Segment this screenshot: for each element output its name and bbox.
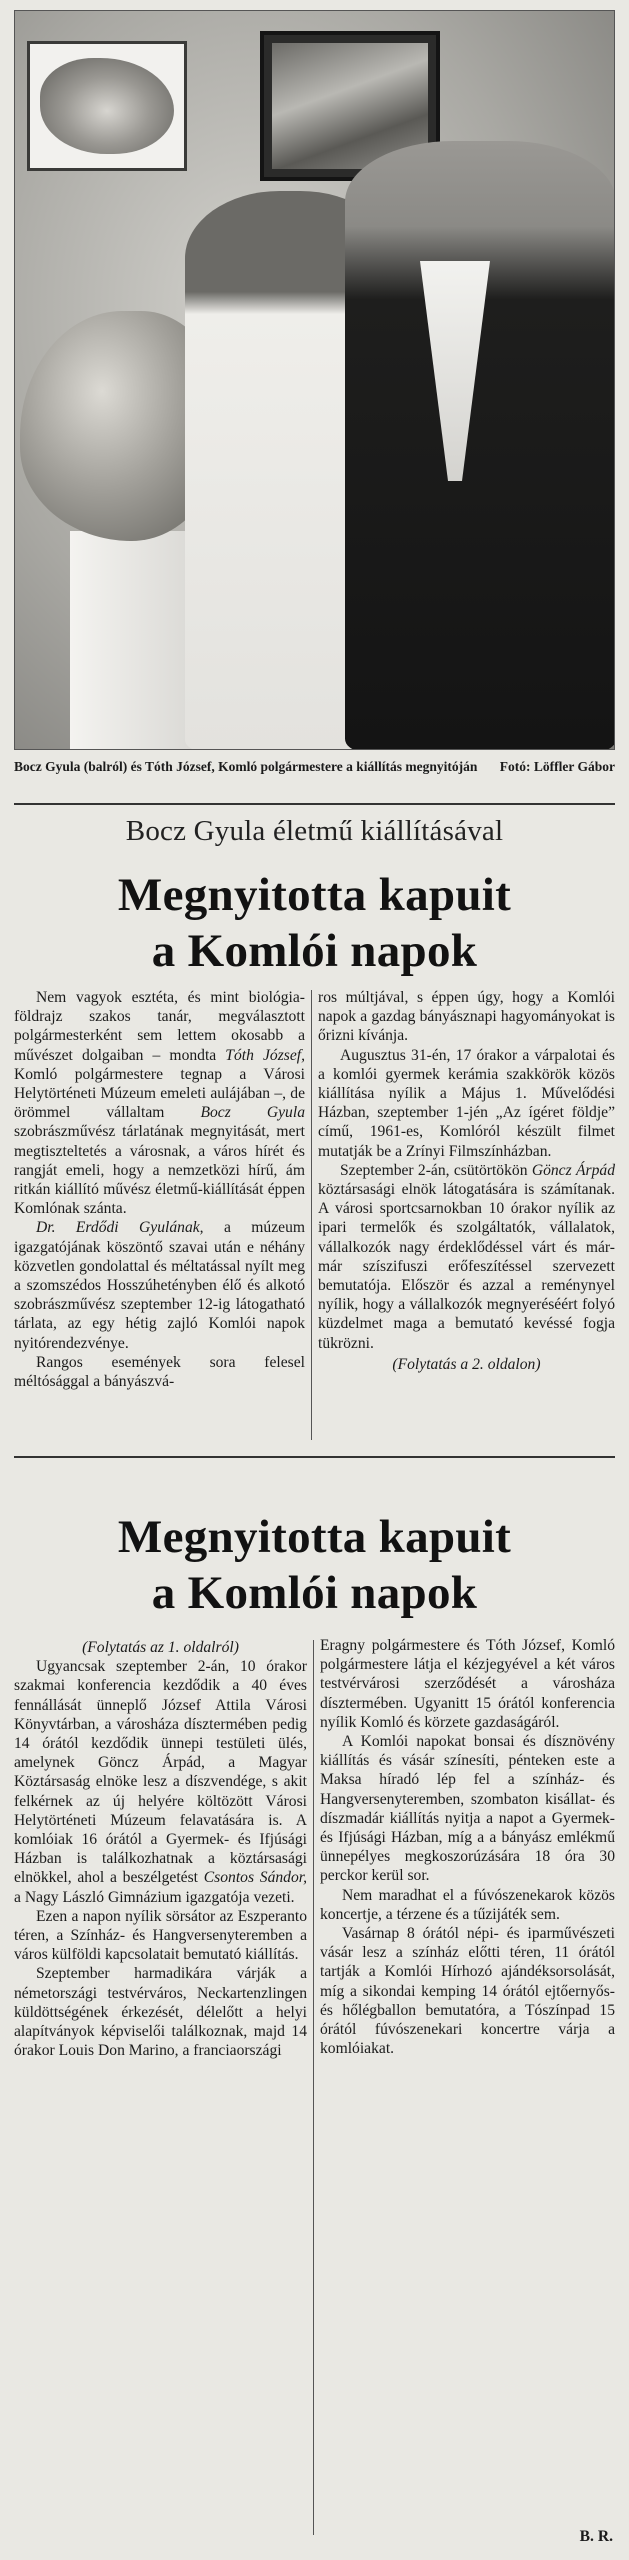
paragraph bbox=[318, 988, 615, 1046]
article-kicker: Bocz Gyula életmű kiállításával bbox=[125, 815, 504, 847]
paragraph bbox=[14, 988, 305, 1218]
column-divider-2 bbox=[313, 1640, 314, 2535]
paragraph-text: Szeptember harmadikára várják a németországi testvérváros, Neckartenzlingen küldöttségének érkezését, délelőtt a helyi alapítványok képviselői találkoznak, majd 14 órakor Louis Don Marino, a franciaországi bbox=[14, 1965, 307, 2060]
paragraph-text: a múzeum igazgatójának köszöntő szavai után e néhány közvetlen gondolattal és méltatással nyílt meg a szomszédos Hosszúhetényben élő és alkotó szobrászművész szeptember 12-ig látogatható tárlata, az egy hétig zajló Komlói napok nyitórendezvénye. bbox=[14, 1219, 305, 1352]
paragraph bbox=[14, 1964, 307, 2060]
paragraph-text: Komló polgármestere tegnap a Városi Helytörténeti Múzeum emeleti aulájában –, de örömmel vállaltam bbox=[14, 1065, 305, 1122]
paragraph bbox=[318, 1046, 615, 1161]
exhibition-photo bbox=[14, 10, 615, 750]
caption-text: Bocz Gyula (balról) és Tóth József, Komló polgármestere a kiállítás megnyitóján bbox=[14, 759, 478, 774]
paragraph bbox=[14, 1218, 305, 1352]
paragraph bbox=[320, 1636, 615, 1732]
paragraph bbox=[14, 1907, 307, 1965]
photo-caption bbox=[14, 758, 615, 776]
paragraph-text: ros múltjával, s éppen úgy, hogy a Komlói napok a gazdag bányásznapi hagyományokat is őrizni kívánja. bbox=[318, 989, 615, 1045]
paragraph-text: Szeptember 2-án, csütörtökön bbox=[340, 1161, 532, 1179]
article1-left-column bbox=[14, 988, 305, 1391]
paragraph bbox=[14, 1657, 307, 1907]
article2-right-column bbox=[320, 1636, 615, 2058]
emphasized-name: Csontos Sándor, bbox=[203, 1869, 307, 1887]
sculpture-pedestal bbox=[70, 531, 200, 750]
paragraph-text: Vasárnap 8 órától népi- és iparművészeti vásár lesz a színház előtti téren, 11 órától tartják a Komlói Hírhozó ajándéksorsolását, míg a sikondai kemping 14 órától ejtőernyős- és hőlégballon bemutatóra, a Tószínpad 15 órától fúvószenekari koncertre várja a komlóiakat. bbox=[320, 1925, 615, 2058]
paragraph-text: Nem maradhat el a fúvószenekarok közös koncertje, a térzene és a tűzijáték sem. bbox=[320, 1886, 615, 1923]
divider bbox=[14, 803, 615, 805]
paragraph bbox=[318, 1161, 615, 1353]
paragraph-text: A Komlói napokat bonsai és dísznövény kiállítás és vásár színesíti, pénteken este a Maksa híradó lép fel a színház- és Hangversenyteremben, szombaton kisállat- és díszmadár kiállítás nyitja a napot a Gyermek- és Ifjúsági Házban, míg a a bányász emlékmű ünnepélyes megkoszorúzására 18 óra 30 perckor kerül sor. bbox=[320, 1733, 615, 1885]
paragraph-text: köztársasági elnök látogatására is számítanak. A városi sportcsarnokban 10 órakor nyílik az ipari termelők és szolgáltatók, vállalatok, vállalkozók nagy érdeklődéssel várt és már-már szíszifuszi erőfeszítéssel szervezett bemutatója. Először és azzal a reménynyel nyílik, hogy a vállalkozók megnyeréséért folyó küzdelmet maga a bemutató kevéssé fogja tükrözni. bbox=[318, 1181, 615, 1352]
paragraph bbox=[320, 1886, 615, 1924]
article2-left-column bbox=[14, 1636, 307, 2060]
photo-credit: Fotó: Löffler Gábor bbox=[499, 759, 615, 774]
paragraph-text: Ugyancsak szeptember 2-án, 10 órakor szakmai konferencia kezdődik a 40 éves fennállását ünneplő József Attila Városi Könyvtárban, a városháza dísztermében pedig 14 órától kezdődik ünnepi testületi ülés, amelynek Göncz Árpád, a Magyar Köztársaság elnöke lesz a díszvendége, s akit felkérnek az új helyére költözött Városi Helytörténeti Múzeum felavatására is. A komlóiak 16 órától a Gyermek- és Ifjúsági Házban is találkozhatnak a köztársasági elnökkel, ahol a beszélgetést bbox=[14, 1658, 307, 1887]
article-separator bbox=[14, 1456, 615, 1458]
article-headline-line1: Megnyitotta kapuit bbox=[117, 869, 512, 921]
article2-headline-line1: Megnyitotta kapuit bbox=[117, 1511, 512, 1563]
paragraph bbox=[320, 1924, 615, 2058]
paragraph-text: a Nagy László Gimnázium igazgatója vezeti. bbox=[14, 1888, 295, 1906]
framed-artwork-left bbox=[27, 41, 187, 171]
emphasized-name: Dr. Erdődi Gyulának, bbox=[36, 1219, 204, 1237]
paragraph-text: Nem vagyok esztéta, és mint biológia-földrajz szakos tanár, megválasztott polgármesterként sem lettem okosabb a művészet dolgaiban – mondta bbox=[14, 989, 305, 1064]
article-headline-line2: a Komlói napok bbox=[151, 925, 478, 977]
column-divider bbox=[311, 990, 312, 1440]
paragraph-text: Ezen a napon nyílik sörsátor az Eszperanto téren, a Színház- és Hangversenyteremben a város külföldi kapcsolatait bemutató kiállítás. bbox=[14, 1907, 307, 1964]
author-signature: B. R. bbox=[579, 2528, 613, 2545]
paragraph-text: Augusztus 31-én, 17 órakor a várpalotai és a komlói gyermek kerámia szakkörök közös kiállítása nyílik a Május 1. Művelődési Házban, szeptember 1-jén „Az ígéret földje” című, 1961-es, Komlóról készült filmet mutatják be a Zrínyi Filmszínházban. bbox=[318, 1046, 615, 1160]
continued-note: (Folytatás a 2. oldalon) bbox=[392, 1355, 541, 1373]
continued-from-note: (Folytatás az 1. oldalról) bbox=[82, 1639, 239, 1656]
article1-right-column bbox=[318, 988, 615, 1374]
emphasized-name: Göncz Árpád bbox=[531, 1161, 615, 1179]
emphasized-name: Tóth József, bbox=[225, 1046, 305, 1064]
person-toth-jozsef bbox=[345, 141, 615, 750]
paragraph-text: Rangos események sora felesel méltósággal a bányászvá- bbox=[14, 1353, 305, 1391]
article2-headline-line2: a Komlói napok bbox=[151, 1567, 478, 1619]
emphasized-name: Bocz Gyula bbox=[200, 1104, 305, 1122]
paragraph-text: szobrászművész tárlatának megnyitását, mert megtiszteltetés a városnak, a város hírét és rangját emeli, hogy a nemzetközi hírű, ám ritkán kiállító művész életmű-kiállítását éppen Komlónak szánta. bbox=[14, 1123, 305, 1218]
paragraph bbox=[14, 1353, 305, 1391]
paragraph bbox=[320, 1732, 615, 1886]
paragraph-text: Eragny polgármestere és Tóth József, Komló polgármestere látja el kézjegyével a két város testvérvárosi szerződését a városháza dísztermében. Ugyanitt 15 órától konferencia nyílik Komló és körzete gazdaságáról. bbox=[320, 1637, 615, 1731]
